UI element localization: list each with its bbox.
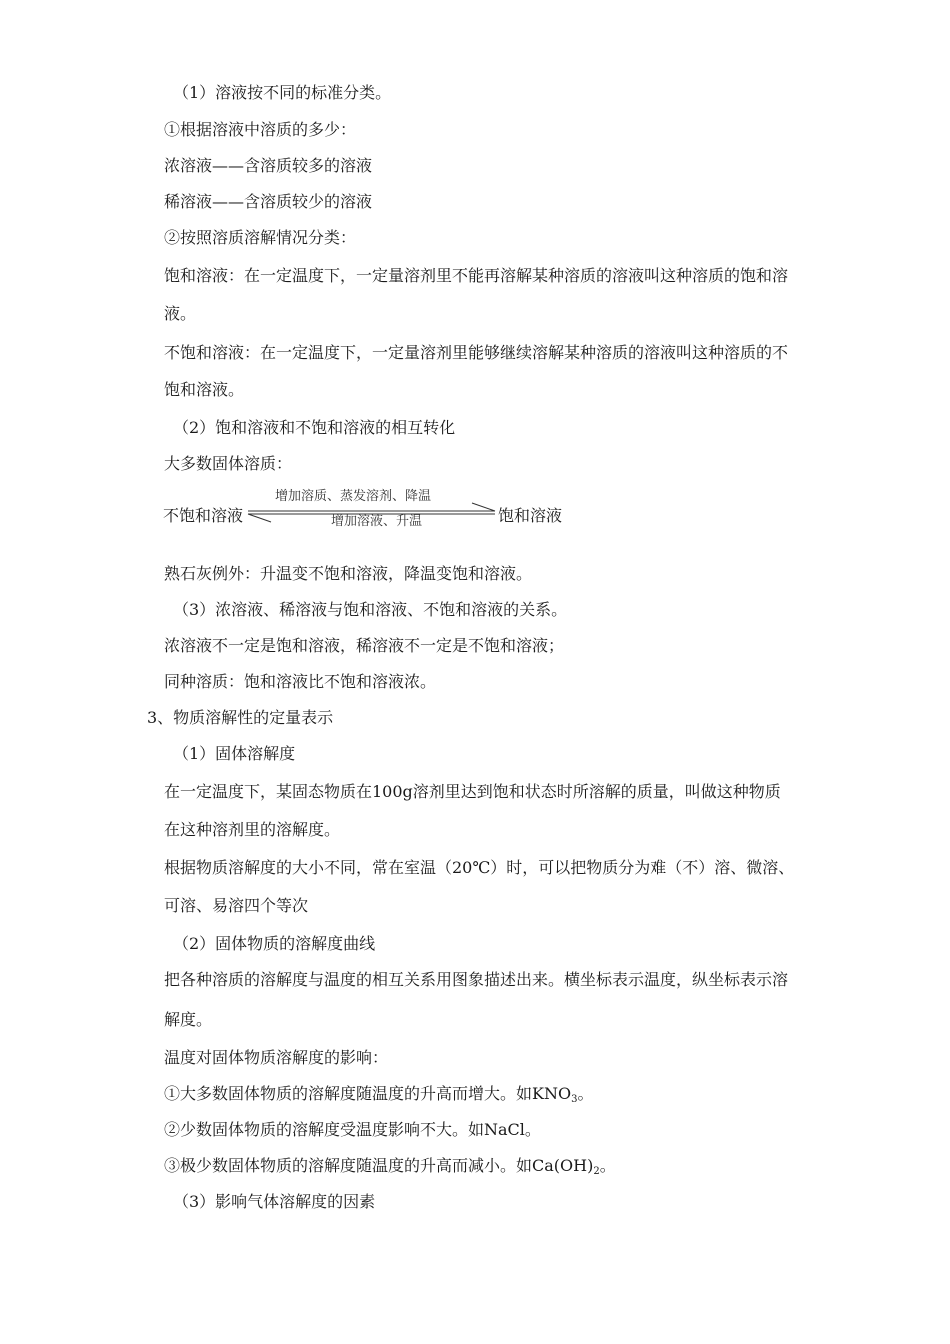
section-heading: （2）饱和溶液和不饱和溶液的相互转化 [173, 418, 456, 437]
list-item: ①根据溶液中溶质的多少： [164, 120, 357, 139]
paragraph-line: 同种溶质：饱和溶液比不饱和溶液浓。 [164, 672, 437, 691]
paragraph-line: 饱和溶液。 [164, 380, 245, 399]
diagram-right-label: 饱和溶液 [498, 506, 563, 525]
subscript: 2 [593, 1166, 600, 1177]
paragraph-line: 在这种溶剂里的溶解度。 [164, 820, 341, 839]
definition-line: 稀溶液——含溶质较少的溶液 [164, 192, 373, 211]
paragraph-line: 解度。 [164, 1010, 213, 1029]
list-item-text: ①大多数固体物质的溶解度随温度的升高而增大。如KNO [164, 1084, 572, 1103]
paragraph-line: 熟石灰例外：升温变不饱和溶液，降温变饱和溶液。 [164, 564, 533, 583]
subscript: 3 [571, 1094, 578, 1105]
section-heading: 3、物质溶解性的定量表示 [147, 708, 334, 727]
paragraph-line: 根据物质溶解度的大小不同，常在室温（20℃）时，可以把物质分为难（不）溶、微溶、 [164, 858, 795, 877]
list-item [164, 1156, 616, 1182]
reverse-arrow-head [248, 514, 271, 522]
paragraph-line: 大多数固体溶质： [164, 454, 293, 473]
list-item: ②按照溶质溶解情况分类： [164, 228, 357, 247]
paragraph-line: 液。 [164, 304, 197, 323]
section-heading: （2）固体物质的溶解度曲线 [173, 934, 376, 953]
forward-arrow-head [472, 503, 495, 511]
list-item-text: ③极少数固体物质的溶解度随温度的升高而减小。如Ca(OH) [164, 1156, 594, 1175]
diagram-bottom-label: 增加溶液、升温 [331, 514, 423, 529]
diagram-top-label: 增加溶质、蒸发溶剂、降温 [275, 489, 432, 504]
list-item-end: 。 [599, 1156, 616, 1175]
section-heading: （1）固体溶解度 [173, 744, 296, 763]
paragraph-line: 可溶、易溶四个等次 [164, 896, 309, 915]
list-item [164, 1084, 593, 1110]
paragraph-line: 浓溶液不一定是饱和溶液，稀溶液不一定是不饱和溶液； [164, 636, 565, 655]
conversion-diagram [160, 484, 580, 534]
paragraph-line: 温度对固体物质溶解度的影响： [164, 1048, 389, 1067]
list-item-end: 。 [577, 1084, 594, 1103]
paragraph-line: 饱和溶液：在一定温度下，一定量溶剂里不能再溶解某种溶质的溶液叫这种溶质的饱和溶 [164, 266, 789, 285]
section-heading: （3）影响气体溶解度的因素 [173, 1192, 376, 1211]
diagram-left-label: 不饱和溶液 [163, 506, 244, 525]
paragraph-line: 在一定温度下，某固态物质在100g溶剂里达到饱和状态时所溶解的质量，叫做这种物质 [164, 782, 781, 801]
paragraph-line: 不饱和溶液：在一定温度下，一定量溶剂里能够继续溶解某种溶质的溶液叫这种溶质的不 [164, 343, 789, 362]
list-item: ②少数固体物质的溶解度受温度影响不大。如NaCl。 [164, 1120, 541, 1139]
definition-line: 浓溶液——含溶质较多的溶液 [164, 156, 373, 175]
paragraph-line: 把各种溶质的溶解度与温度的相互关系用图象描述出来。横坐标表示温度，纵坐标表示溶 [164, 970, 789, 989]
section-heading: （1）溶液按不同的标准分类。 [173, 83, 392, 102]
section-heading: （3）浓溶液、稀溶液与饱和溶液、不饱和溶液的关系。 [173, 600, 568, 619]
